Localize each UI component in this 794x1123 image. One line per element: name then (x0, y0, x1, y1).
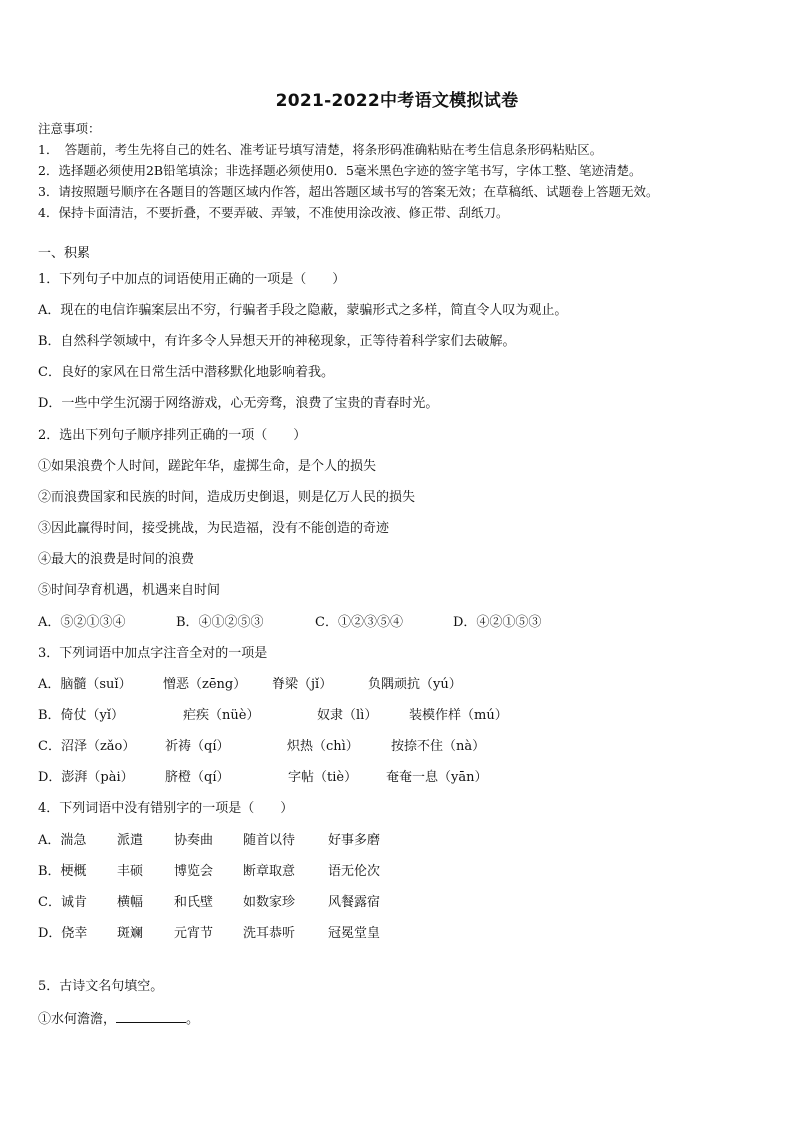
notice-item: 2．选择题必须使用2B铅笔填涂；非选择题必须使用0．5毫米黑色字迹的签字笔书写，字体工整、笔迹清楚。 (38, 163, 642, 178)
question-3-word: 脐橙（qí） (165, 770, 230, 785)
answer-blank[interactable] (116, 1010, 186, 1023)
question-4-word: 派遣 (117, 833, 144, 848)
question-4-word: 随首以待 (243, 833, 296, 848)
question-3-word: 脊梁（jǐ） (272, 677, 333, 692)
question-5-stem: 5．古诗文名句填空。 (38, 979, 164, 994)
notice-item: 1． 答题前，考生先将自己的姓名、准考证号填写清楚，将条形码准确粘贴在考生信息条形码粘贴区。 (38, 142, 603, 157)
question-2-sentence: ③因此赢得时间，接受挑战，为民造福，没有不能创造的奇迹 (38, 521, 390, 536)
section-heading: 一、积累 (38, 246, 91, 261)
question-3-word: 奴隶（lì） (317, 708, 378, 723)
question-4-word: A．湍急 (38, 833, 87, 848)
question-3-word: 按捺不住（nà） (391, 739, 486, 754)
question-3-word: 憎恶（zēng） (163, 677, 247, 692)
question-2-sentence: ④最大的浪费是时间的浪费 (38, 552, 195, 567)
question-4-word: 元宵节 (174, 926, 214, 941)
question-5-item-1 (38, 1010, 199, 1029)
question-5-item-1-end: 。 (186, 1012, 200, 1027)
question-2-sentence: ②而浪费国家和民族的时间，造成历史倒退，则是亿万人民的损失 (38, 490, 416, 505)
question-2-sentence: ①如果浪费个人时间，蹉跎年华，虚掷生命，是个人的损失 (38, 459, 377, 474)
question-4-word: 好事多磨 (328, 833, 381, 848)
question-5-item-1-text: ①水何澹澹， (38, 1012, 117, 1027)
question-3-stem: 3．下列词语中加点字注音全对的一项是 (38, 646, 268, 661)
question-4-word: 洗耳恭听 (243, 926, 296, 941)
question-1-option-d: D．一些中学生沉溺于网络游戏，心无旁骛，浪费了宝贵的青春时光。 (38, 396, 439, 411)
question-3-word: 装模作样（mú） (409, 708, 508, 723)
question-2-stem: 2．选出下列句子顺序排列正确的一项（ ） (38, 428, 307, 443)
question-1-stem: 1．下列句子中加点的词语使用正确的一项是（ ） (38, 272, 346, 287)
question-2-option-d: D．④②①⑤③ (453, 615, 542, 630)
question-3-word: C．沼泽（zǎo） (38, 739, 136, 754)
question-4-word: B．梗概 (38, 864, 87, 879)
question-1-option-a: A．现在的电信诈骗案层出不穷，行骗者手段之隐蔽，蒙骗形式之多样，简直令人叹为观止。 (38, 303, 568, 318)
question-1-option-b: B．自然科学领域中，有许多令人异想天开的神秘现象，正等待着科学家们去破解。 (38, 334, 516, 349)
question-4-word: 语无伦次 (328, 864, 381, 879)
page-title: 2021-2022中考语文模拟试卷 (275, 91, 519, 111)
notice-item: 3．请按照题号顺序在各题目的答题区域内作答，超出答题区域书写的答案无效；在草稿纸、试题卷上答题无效。 (38, 184, 659, 199)
question-3-word: A．脑髓（suǐ） (38, 677, 132, 692)
question-3-word: 炽热（chì） (287, 739, 359, 754)
question-4-word: 横幅 (117, 895, 144, 910)
question-2-option-c: C．①②③⑤④ (315, 615, 403, 630)
question-3-word: D．澎湃（pài） (38, 770, 134, 785)
question-3-word: 疟疾（nüè） (183, 708, 260, 723)
question-4-word: 丰硕 (117, 864, 144, 879)
question-2-option-b: B．④①②⑤③ (176, 615, 264, 630)
question-3-word: 字帖（tiè） (288, 770, 358, 785)
question-4-word: 风餐露宿 (328, 895, 381, 910)
question-3-word: B．倚仗（yǐ） (38, 708, 125, 723)
question-2-sentence: ⑤时间孕育机遇，机遇来自时间 (38, 583, 221, 598)
notice-item: 4．保持卡面清洁，不要折叠，不要弄破、弄皱，不准使用涂改液、修正带、刮纸刀。 (38, 205, 509, 220)
question-3-word: 奄奄一息（yān） (386, 770, 488, 785)
question-3-word: 负隅顽抗（yú） (368, 677, 462, 692)
question-4-word: 协奏曲 (174, 833, 214, 848)
notice-heading: 注意事项： (38, 121, 101, 136)
question-4-word: 斑斓 (117, 926, 144, 941)
question-4-word: 博览会 (174, 864, 214, 879)
question-2-option-a: A．⑤②①③④ (38, 615, 126, 630)
question-4-word: 如数家珍 (243, 895, 296, 910)
question-4-word: C．诚肯 (38, 895, 87, 910)
question-4-word: 冠冕堂皇 (328, 926, 381, 941)
question-4-word: 和氏壁 (174, 895, 214, 910)
question-4-word: 断章取意 (243, 864, 296, 879)
question-4-word: D．侥幸 (38, 926, 88, 941)
question-4-stem: 4．下列词语中没有错别字的一项是（ ） (38, 801, 294, 816)
question-1-option-c: C．良好的家风在日常生活中潜移默化地影响着我。 (38, 365, 334, 380)
question-3-word: 祈祷（qí） (165, 739, 230, 754)
